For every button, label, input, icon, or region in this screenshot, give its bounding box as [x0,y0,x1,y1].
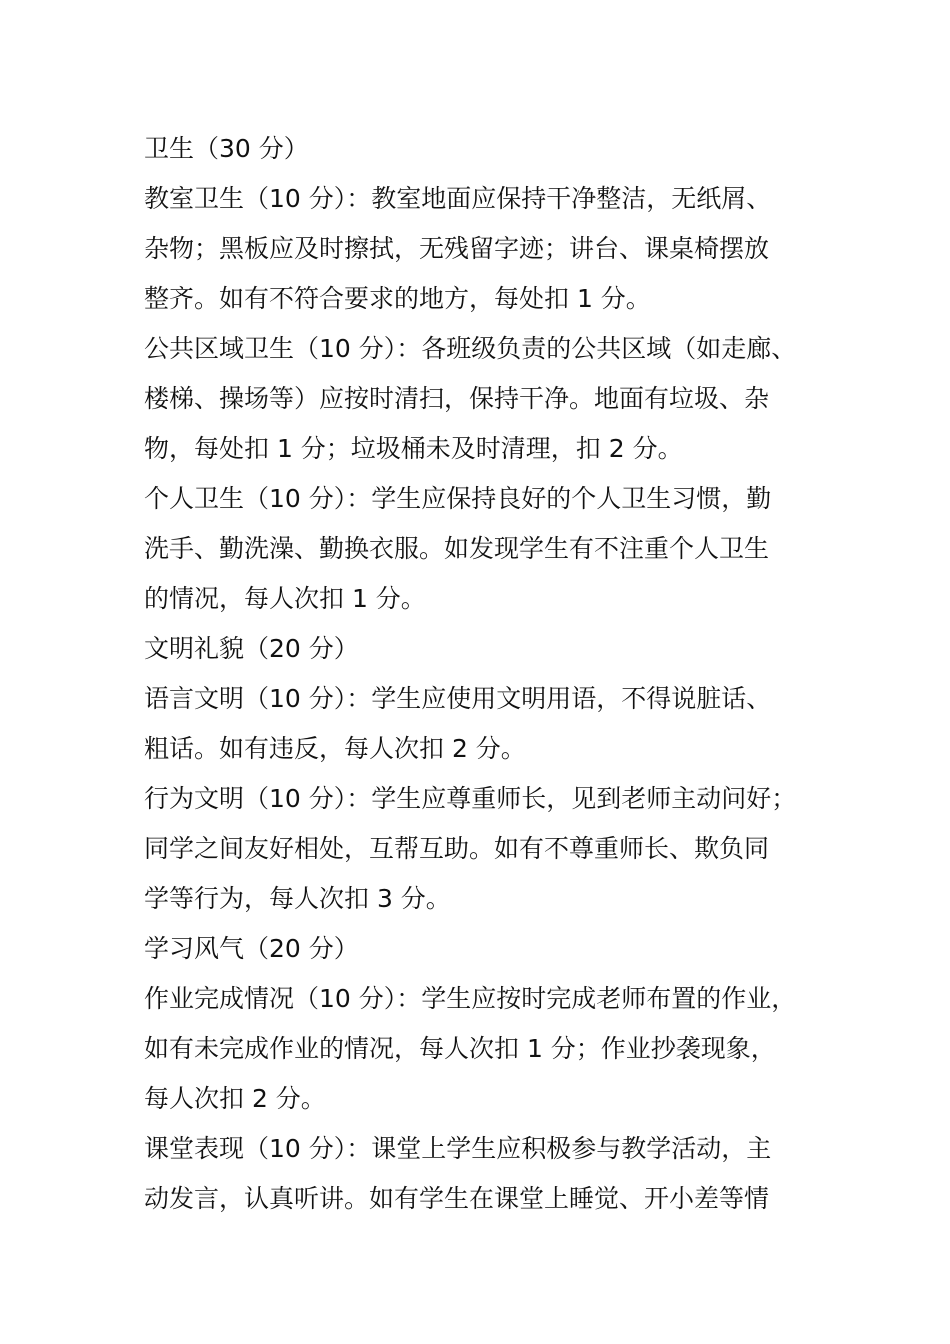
text-line: 洗手、勤洗澡、勤换衣服。如发现学生有不注重个人卫生 [144,534,770,563]
text-line: 物，每处扣 1 分；垃圾桶未及时清理，扣 2 分。 [144,434,683,463]
text-line: 每人次扣 2 分。 [144,1084,326,1113]
text-line: 行为文明（10 分）：学生应尊重师长，见到老师主动问好； [144,784,797,813]
text-line: 粗话。如有违反，每人次扣 2 分。 [144,734,526,763]
text-line: 杂物；黑板应及时擦拭，无残留字迹；讲台、课桌椅摆放 [144,234,770,263]
text-line: 个人卫生（10 分）：学生应保持良好的个人卫生习惯，勤 [144,484,772,513]
text-line: 语言文明（10 分）：学生应使用文明用语，不得说脏话、 [144,684,772,713]
text-line: 公共区域卫生（10 分）：各班级负责的公共区域（如走廊、 [144,334,797,363]
text-line: 动发言，认真听讲。如有学生在课堂上睡觉、开小差等情 [144,1184,770,1213]
text-line: 楼梯、操场等）应按时清扫，保持干净。地面有垃圾、杂 [144,384,770,413]
section-heading-hygiene: 卫生（30 分） [144,134,309,163]
section-heading-study-atmosphere: 学习风气（20 分） [144,934,359,963]
text-line: 整齐。如有不符合要求的地方，每处扣 1 分。 [144,284,651,313]
text-line: 如有未完成作业的情况，每人次扣 1 分；作业抄袭现象， [144,1034,776,1063]
document-body [144,124,834,1224]
text-line: 的情况，每人次扣 1 分。 [144,584,426,613]
text-line: 同学之间友好相处，互帮互助。如有不尊重师长、欺负同 [144,834,770,863]
section-heading-civility: 文明礼貌（20 分） [144,634,359,663]
text-line: 学等行为，每人次扣 3 分。 [144,884,451,913]
text-line: 作业完成情况（10 分）：学生应按时完成老师布置的作业， [144,984,797,1013]
text-line: 课堂表现（10 分）：课堂上学生应积极参与教学活动，主 [144,1134,772,1163]
text-line: 教室卫生（10 分）：教室地面应保持干净整洁，无纸屑、 [144,184,772,213]
